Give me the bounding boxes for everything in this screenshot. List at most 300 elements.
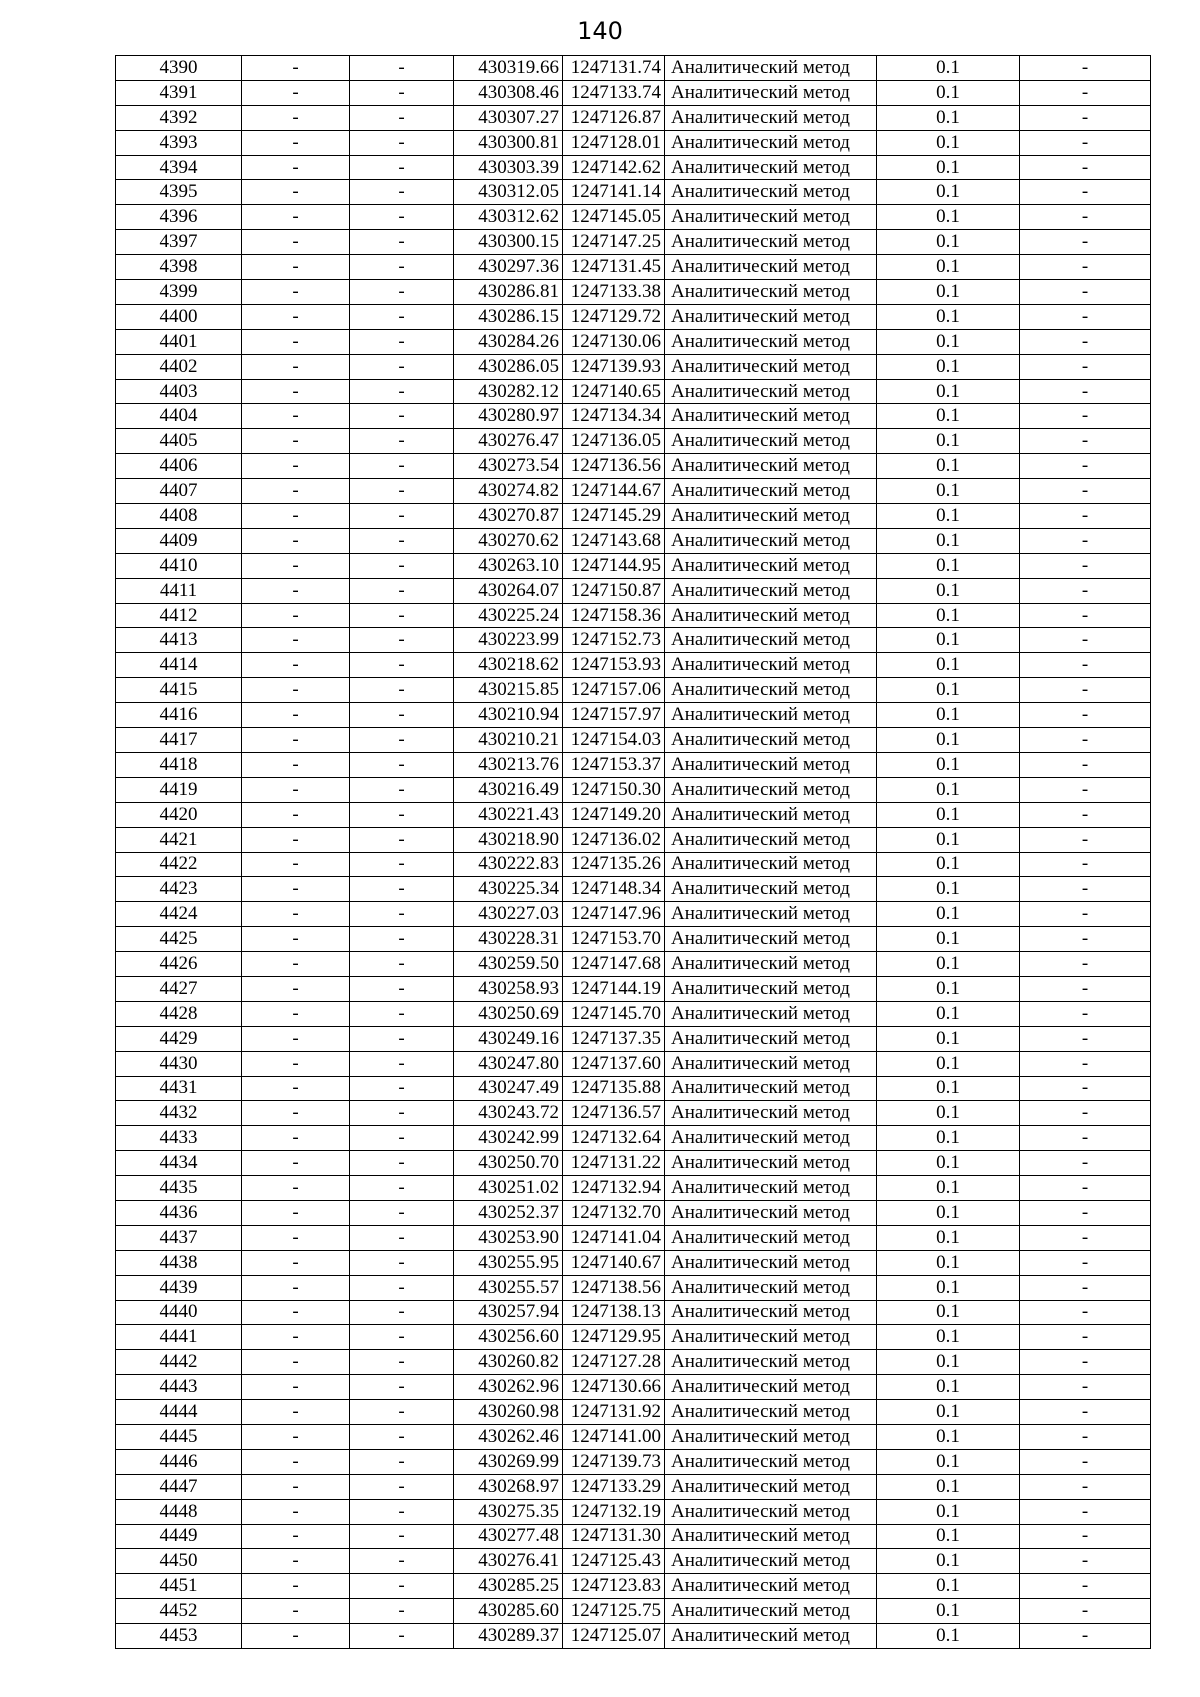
coord-y-cell: 1247135.88 bbox=[563, 1076, 665, 1101]
accuracy-cell: 0.1 bbox=[877, 1051, 1020, 1076]
empty-col-3-cell: - bbox=[1020, 1076, 1151, 1101]
accuracy-cell: 0.1 bbox=[877, 1001, 1020, 1026]
method-cell: Аналитический метод bbox=[665, 1200, 877, 1225]
table-row bbox=[116, 902, 1151, 927]
coord-x-cell: 430222.83 bbox=[454, 852, 563, 877]
method-cell: Аналитический метод bbox=[665, 230, 877, 255]
accuracy-cell: 0.1 bbox=[877, 479, 1020, 504]
point-number-cell: 4426 bbox=[116, 952, 242, 977]
coord-x-cell: 430268.97 bbox=[454, 1474, 563, 1499]
coord-y-cell: 1247145.29 bbox=[563, 504, 665, 529]
method-cell: Аналитический метод bbox=[665, 1250, 877, 1275]
empty-col-1-cell: - bbox=[242, 728, 350, 753]
point-number-cell: 4403 bbox=[116, 379, 242, 404]
point-number-cell: 4417 bbox=[116, 728, 242, 753]
accuracy-cell: 0.1 bbox=[877, 255, 1020, 280]
table-row bbox=[116, 105, 1151, 130]
table-row bbox=[116, 155, 1151, 180]
empty-col-2-cell: - bbox=[350, 1176, 454, 1201]
table-row bbox=[116, 1574, 1151, 1599]
method-cell: Аналитический метод bbox=[665, 354, 877, 379]
table-row bbox=[116, 329, 1151, 354]
coord-x-cell: 430255.95 bbox=[454, 1250, 563, 1275]
coord-y-cell: 1247140.65 bbox=[563, 379, 665, 404]
point-number-cell: 4407 bbox=[116, 479, 242, 504]
accuracy-cell: 0.1 bbox=[877, 1200, 1020, 1225]
method-cell: Аналитический метод bbox=[665, 1424, 877, 1449]
coord-y-cell: 1247147.96 bbox=[563, 902, 665, 927]
accuracy-cell: 0.1 bbox=[877, 1151, 1020, 1176]
empty-col-1-cell: - bbox=[242, 1624, 350, 1649]
point-number-cell: 4435 bbox=[116, 1176, 242, 1201]
empty-col-1-cell: - bbox=[242, 1400, 350, 1425]
empty-col-1-cell: - bbox=[242, 230, 350, 255]
point-number-cell: 4412 bbox=[116, 603, 242, 628]
empty-col-2-cell: - bbox=[350, 1424, 454, 1449]
table-row bbox=[116, 1400, 1151, 1425]
table-row bbox=[116, 255, 1151, 280]
table-row bbox=[116, 404, 1151, 429]
point-number-cell: 4397 bbox=[116, 230, 242, 255]
point-number-cell: 4413 bbox=[116, 628, 242, 653]
coord-y-cell: 1247148.34 bbox=[563, 877, 665, 902]
method-cell: Аналитический метод bbox=[665, 1001, 877, 1026]
empty-col-3-cell: - bbox=[1020, 1375, 1151, 1400]
empty-col-3-cell: - bbox=[1020, 1051, 1151, 1076]
empty-col-3-cell: - bbox=[1020, 728, 1151, 753]
coord-x-cell: 430262.46 bbox=[454, 1424, 563, 1449]
coord-x-cell: 430256.60 bbox=[454, 1325, 563, 1350]
point-number-cell: 4401 bbox=[116, 329, 242, 354]
coord-x-cell: 430264.07 bbox=[454, 578, 563, 603]
empty-col-3-cell: - bbox=[1020, 802, 1151, 827]
empty-col-2-cell: - bbox=[350, 728, 454, 753]
method-cell: Аналитический метод bbox=[665, 1051, 877, 1076]
point-number-cell: 4438 bbox=[116, 1250, 242, 1275]
empty-col-3-cell: - bbox=[1020, 155, 1151, 180]
empty-col-1-cell: - bbox=[242, 952, 350, 977]
coord-x-cell: 430216.49 bbox=[454, 777, 563, 802]
accuracy-cell: 0.1 bbox=[877, 1250, 1020, 1275]
method-cell: Аналитический метод bbox=[665, 703, 877, 728]
empty-col-3-cell: - bbox=[1020, 678, 1151, 703]
point-number-cell: 4415 bbox=[116, 678, 242, 703]
accuracy-cell: 0.1 bbox=[877, 1524, 1020, 1549]
coord-x-cell: 430274.82 bbox=[454, 479, 563, 504]
coord-x-cell: 430308.46 bbox=[454, 80, 563, 105]
coord-x-cell: 430250.70 bbox=[454, 1151, 563, 1176]
empty-col-2-cell: - bbox=[350, 1624, 454, 1649]
empty-col-2-cell: - bbox=[350, 827, 454, 852]
table-row bbox=[116, 1424, 1151, 1449]
accuracy-cell: 0.1 bbox=[877, 504, 1020, 529]
empty-col-1-cell: - bbox=[242, 653, 350, 678]
empty-col-3-cell: - bbox=[1020, 105, 1151, 130]
coord-x-cell: 430270.87 bbox=[454, 504, 563, 529]
accuracy-cell: 0.1 bbox=[877, 553, 1020, 578]
coord-x-cell: 430225.34 bbox=[454, 877, 563, 902]
empty-col-1-cell: - bbox=[242, 628, 350, 653]
empty-col-1-cell: - bbox=[242, 578, 350, 603]
accuracy-cell: 0.1 bbox=[877, 902, 1020, 927]
coord-x-cell: 430285.60 bbox=[454, 1599, 563, 1624]
empty-col-1-cell: - bbox=[242, 1126, 350, 1151]
empty-col-3-cell: - bbox=[1020, 404, 1151, 429]
empty-col-1-cell: - bbox=[242, 603, 350, 628]
empty-col-2-cell: - bbox=[350, 1051, 454, 1076]
accuracy-cell: 0.1 bbox=[877, 329, 1020, 354]
table-row bbox=[116, 230, 1151, 255]
method-cell: Аналитический метод bbox=[665, 1400, 877, 1425]
point-number-cell: 4414 bbox=[116, 653, 242, 678]
empty-col-2-cell: - bbox=[350, 976, 454, 1001]
empty-col-2-cell: - bbox=[350, 354, 454, 379]
accuracy-cell: 0.1 bbox=[877, 1624, 1020, 1649]
empty-col-1-cell: - bbox=[242, 280, 350, 305]
point-number-cell: 4423 bbox=[116, 877, 242, 902]
empty-col-2-cell: - bbox=[350, 1375, 454, 1400]
method-cell: Аналитический метод bbox=[665, 1474, 877, 1499]
empty-col-3-cell: - bbox=[1020, 1524, 1151, 1549]
coord-y-cell: 1247138.56 bbox=[563, 1275, 665, 1300]
empty-col-1-cell: - bbox=[242, 802, 350, 827]
empty-col-3-cell: - bbox=[1020, 1449, 1151, 1474]
method-cell: Аналитический метод bbox=[665, 1350, 877, 1375]
coord-x-cell: 430260.82 bbox=[454, 1350, 563, 1375]
empty-col-1-cell: - bbox=[242, 1250, 350, 1275]
coord-y-cell: 1247136.56 bbox=[563, 454, 665, 479]
empty-col-2-cell: - bbox=[350, 504, 454, 529]
coord-y-cell: 1247131.30 bbox=[563, 1524, 665, 1549]
coord-y-cell: 1247147.25 bbox=[563, 230, 665, 255]
point-number-cell: 4442 bbox=[116, 1350, 242, 1375]
accuracy-cell: 0.1 bbox=[877, 1126, 1020, 1151]
coord-x-cell: 430312.05 bbox=[454, 180, 563, 205]
empty-col-1-cell: - bbox=[242, 304, 350, 329]
method-cell: Аналитический метод bbox=[665, 1126, 877, 1151]
point-number-cell: 4422 bbox=[116, 852, 242, 877]
point-number-cell: 4402 bbox=[116, 354, 242, 379]
table-row bbox=[116, 703, 1151, 728]
coord-x-cell: 430242.99 bbox=[454, 1126, 563, 1151]
method-cell: Аналитический метод bbox=[665, 1375, 877, 1400]
coord-x-cell: 430249.16 bbox=[454, 1026, 563, 1051]
empty-col-3-cell: - bbox=[1020, 628, 1151, 653]
accuracy-cell: 0.1 bbox=[877, 1424, 1020, 1449]
point-number-cell: 4448 bbox=[116, 1499, 242, 1524]
point-number-cell: 4450 bbox=[116, 1549, 242, 1574]
accuracy-cell: 0.1 bbox=[877, 603, 1020, 628]
coord-y-cell: 1247147.68 bbox=[563, 952, 665, 977]
coord-y-cell: 1247133.74 bbox=[563, 80, 665, 105]
method-cell: Аналитический метод bbox=[665, 852, 877, 877]
empty-col-3-cell: - bbox=[1020, 927, 1151, 952]
point-number-cell: 4394 bbox=[116, 155, 242, 180]
empty-col-3-cell: - bbox=[1020, 1200, 1151, 1225]
empty-col-3-cell: - bbox=[1020, 1474, 1151, 1499]
empty-col-1-cell: - bbox=[242, 1350, 350, 1375]
table-row bbox=[116, 1275, 1151, 1300]
empty-col-2-cell: - bbox=[350, 280, 454, 305]
table-row bbox=[116, 802, 1151, 827]
empty-col-1-cell: - bbox=[242, 504, 350, 529]
point-number-cell: 4434 bbox=[116, 1151, 242, 1176]
empty-col-2-cell: - bbox=[350, 205, 454, 230]
coord-x-cell: 430247.80 bbox=[454, 1051, 563, 1076]
point-number-cell: 4416 bbox=[116, 703, 242, 728]
method-cell: Аналитический метод bbox=[665, 1325, 877, 1350]
coord-y-cell: 1247145.70 bbox=[563, 1001, 665, 1026]
accuracy-cell: 0.1 bbox=[877, 1574, 1020, 1599]
coord-y-cell: 1247128.01 bbox=[563, 130, 665, 155]
empty-col-1-cell: - bbox=[242, 1225, 350, 1250]
coord-y-cell: 1247130.06 bbox=[563, 329, 665, 354]
empty-col-1-cell: - bbox=[242, 1076, 350, 1101]
coord-x-cell: 430303.39 bbox=[454, 155, 563, 180]
coord-y-cell: 1247135.26 bbox=[563, 852, 665, 877]
empty-col-1-cell: - bbox=[242, 255, 350, 280]
empty-col-1-cell: - bbox=[242, 205, 350, 230]
empty-col-2-cell: - bbox=[350, 56, 454, 81]
empty-col-1-cell: - bbox=[242, 1574, 350, 1599]
method-cell: Аналитический метод bbox=[665, 653, 877, 678]
empty-col-2-cell: - bbox=[350, 927, 454, 952]
coord-x-cell: 430282.12 bbox=[454, 379, 563, 404]
accuracy-cell: 0.1 bbox=[877, 404, 1020, 429]
empty-col-1-cell: - bbox=[242, 1200, 350, 1225]
empty-col-2-cell: - bbox=[350, 255, 454, 280]
method-cell: Аналитический метод bbox=[665, 802, 877, 827]
table-row bbox=[116, 429, 1151, 454]
method-cell: Аналитический метод bbox=[665, 1176, 877, 1201]
coord-x-cell: 430289.37 bbox=[454, 1624, 563, 1649]
empty-col-3-cell: - bbox=[1020, 80, 1151, 105]
coord-x-cell: 430297.36 bbox=[454, 255, 563, 280]
empty-col-2-cell: - bbox=[350, 1076, 454, 1101]
point-number-cell: 4425 bbox=[116, 927, 242, 952]
empty-col-3-cell: - bbox=[1020, 454, 1151, 479]
coord-x-cell: 430276.47 bbox=[454, 429, 563, 454]
empty-col-1-cell: - bbox=[242, 877, 350, 902]
method-cell: Аналитический метод bbox=[665, 628, 877, 653]
method-cell: Аналитический метод bbox=[665, 1499, 877, 1524]
coord-y-cell: 1247153.93 bbox=[563, 653, 665, 678]
empty-col-2-cell: - bbox=[350, 678, 454, 703]
point-number-cell: 4418 bbox=[116, 752, 242, 777]
table-row bbox=[116, 1499, 1151, 1524]
method-cell: Аналитический метод bbox=[665, 1624, 877, 1649]
coord-y-cell: 1247131.74 bbox=[563, 56, 665, 81]
empty-col-2-cell: - bbox=[350, 703, 454, 728]
empty-col-3-cell: - bbox=[1020, 752, 1151, 777]
empty-col-1-cell: - bbox=[242, 1499, 350, 1524]
accuracy-cell: 0.1 bbox=[877, 952, 1020, 977]
empty-col-1-cell: - bbox=[242, 429, 350, 454]
coord-x-cell: 430210.21 bbox=[454, 728, 563, 753]
empty-col-3-cell: - bbox=[1020, 354, 1151, 379]
method-cell: Аналитический метод bbox=[665, 329, 877, 354]
empty-col-1-cell: - bbox=[242, 105, 350, 130]
coord-y-cell: 1247153.70 bbox=[563, 927, 665, 952]
table-row bbox=[116, 130, 1151, 155]
table-row bbox=[116, 976, 1151, 1001]
accuracy-cell: 0.1 bbox=[877, 280, 1020, 305]
coord-x-cell: 430259.50 bbox=[454, 952, 563, 977]
method-cell: Аналитический метод bbox=[665, 777, 877, 802]
empty-col-2-cell: - bbox=[350, 777, 454, 802]
point-number-cell: 4432 bbox=[116, 1101, 242, 1126]
point-number-cell: 4451 bbox=[116, 1574, 242, 1599]
point-number-cell: 4424 bbox=[116, 902, 242, 927]
coord-y-cell: 1247145.05 bbox=[563, 205, 665, 230]
table-row bbox=[116, 1375, 1151, 1400]
empty-col-3-cell: - bbox=[1020, 553, 1151, 578]
coord-y-cell: 1247132.64 bbox=[563, 1126, 665, 1151]
empty-col-2-cell: - bbox=[350, 1400, 454, 1425]
empty-col-3-cell: - bbox=[1020, 952, 1151, 977]
empty-col-2-cell: - bbox=[350, 553, 454, 578]
empty-col-3-cell: - bbox=[1020, 528, 1151, 553]
empty-col-2-cell: - bbox=[350, 1549, 454, 1574]
point-number-cell: 4440 bbox=[116, 1300, 242, 1325]
accuracy-cell: 0.1 bbox=[877, 703, 1020, 728]
empty-col-3-cell: - bbox=[1020, 1400, 1151, 1425]
method-cell: Аналитический метод bbox=[665, 155, 877, 180]
empty-col-1-cell: - bbox=[242, 1325, 350, 1350]
coord-y-cell: 1247153.37 bbox=[563, 752, 665, 777]
coord-y-cell: 1247136.57 bbox=[563, 1101, 665, 1126]
empty-col-1-cell: - bbox=[242, 678, 350, 703]
coord-y-cell: 1247158.36 bbox=[563, 603, 665, 628]
method-cell: Аналитический метод bbox=[665, 80, 877, 105]
coord-y-cell: 1247140.67 bbox=[563, 1250, 665, 1275]
method-cell: Аналитический метод bbox=[665, 528, 877, 553]
empty-col-2-cell: - bbox=[350, 1250, 454, 1275]
table-row bbox=[116, 504, 1151, 529]
coord-y-cell: 1247144.67 bbox=[563, 479, 665, 504]
coord-y-cell: 1247144.95 bbox=[563, 553, 665, 578]
point-number-cell: 4446 bbox=[116, 1449, 242, 1474]
method-cell: Аналитический метод bbox=[665, 877, 877, 902]
accuracy-cell: 0.1 bbox=[877, 105, 1020, 130]
accuracy-cell: 0.1 bbox=[877, 429, 1020, 454]
coord-y-cell: 1247133.38 bbox=[563, 280, 665, 305]
accuracy-cell: 0.1 bbox=[877, 777, 1020, 802]
coord-x-cell: 430228.31 bbox=[454, 927, 563, 952]
coord-y-cell: 1247157.06 bbox=[563, 678, 665, 703]
coord-y-cell: 1247149.20 bbox=[563, 802, 665, 827]
table-row bbox=[116, 1474, 1151, 1499]
method-cell: Аналитический метод bbox=[665, 304, 877, 329]
point-number-cell: 4393 bbox=[116, 130, 242, 155]
coord-x-cell: 430221.43 bbox=[454, 802, 563, 827]
table-row bbox=[116, 678, 1151, 703]
empty-col-2-cell: - bbox=[350, 130, 454, 155]
accuracy-cell: 0.1 bbox=[877, 80, 1020, 105]
table-row bbox=[116, 952, 1151, 977]
empty-col-3-cell: - bbox=[1020, 1300, 1151, 1325]
empty-col-1-cell: - bbox=[242, 1151, 350, 1176]
empty-col-3-cell: - bbox=[1020, 852, 1151, 877]
empty-col-2-cell: - bbox=[350, 1101, 454, 1126]
method-cell: Аналитический метод bbox=[665, 1574, 877, 1599]
empty-col-3-cell: - bbox=[1020, 379, 1151, 404]
empty-col-3-cell: - bbox=[1020, 304, 1151, 329]
point-number-cell: 4420 bbox=[116, 802, 242, 827]
point-number-cell: 4409 bbox=[116, 528, 242, 553]
point-number-cell: 4444 bbox=[116, 1400, 242, 1425]
empty-col-3-cell: - bbox=[1020, 1250, 1151, 1275]
point-number-cell: 4428 bbox=[116, 1001, 242, 1026]
point-number-cell: 4445 bbox=[116, 1424, 242, 1449]
accuracy-cell: 0.1 bbox=[877, 230, 1020, 255]
point-number-cell: 4404 bbox=[116, 404, 242, 429]
table-row bbox=[116, 1026, 1151, 1051]
method-cell: Аналитический метод bbox=[665, 976, 877, 1001]
point-number-cell: 4410 bbox=[116, 553, 242, 578]
empty-col-3-cell: - bbox=[1020, 1176, 1151, 1201]
empty-col-2-cell: - bbox=[350, 1300, 454, 1325]
accuracy-cell: 0.1 bbox=[877, 130, 1020, 155]
accuracy-cell: 0.1 bbox=[877, 1599, 1020, 1624]
empty-col-2-cell: - bbox=[350, 1275, 454, 1300]
table-row bbox=[116, 1001, 1151, 1026]
empty-col-2-cell: - bbox=[350, 1499, 454, 1524]
empty-col-1-cell: - bbox=[242, 1051, 350, 1076]
coord-y-cell: 1247129.72 bbox=[563, 304, 665, 329]
empty-col-2-cell: - bbox=[350, 877, 454, 902]
method-cell: Аналитический метод bbox=[665, 1076, 877, 1101]
coord-y-cell: 1247132.94 bbox=[563, 1176, 665, 1201]
coord-x-cell: 430250.69 bbox=[454, 1001, 563, 1026]
method-cell: Аналитический метод bbox=[665, 130, 877, 155]
table-row bbox=[116, 1101, 1151, 1126]
coord-y-cell: 1247139.73 bbox=[563, 1449, 665, 1474]
coord-y-cell: 1247150.30 bbox=[563, 777, 665, 802]
accuracy-cell: 0.1 bbox=[877, 155, 1020, 180]
point-number-cell: 4433 bbox=[116, 1126, 242, 1151]
method-cell: Аналитический метод bbox=[665, 1151, 877, 1176]
empty-col-1-cell: - bbox=[242, 1549, 350, 1574]
table-row bbox=[116, 728, 1151, 753]
coord-x-cell: 430218.62 bbox=[454, 653, 563, 678]
table-row bbox=[116, 1076, 1151, 1101]
accuracy-cell: 0.1 bbox=[877, 628, 1020, 653]
table-row bbox=[116, 1524, 1151, 1549]
table-row bbox=[116, 1176, 1151, 1201]
accuracy-cell: 0.1 bbox=[877, 205, 1020, 230]
coord-x-cell: 430225.24 bbox=[454, 603, 563, 628]
method-cell: Аналитический метод bbox=[665, 827, 877, 852]
empty-col-1-cell: - bbox=[242, 1524, 350, 1549]
empty-col-3-cell: - bbox=[1020, 230, 1151, 255]
accuracy-cell: 0.1 bbox=[877, 578, 1020, 603]
coord-x-cell: 430247.49 bbox=[454, 1076, 563, 1101]
coord-y-cell: 1247125.75 bbox=[563, 1599, 665, 1624]
empty-col-1-cell: - bbox=[242, 479, 350, 504]
empty-col-3-cell: - bbox=[1020, 1350, 1151, 1375]
coord-x-cell: 430286.05 bbox=[454, 354, 563, 379]
accuracy-cell: 0.1 bbox=[877, 1474, 1020, 1499]
accuracy-cell: 0.1 bbox=[877, 927, 1020, 952]
empty-col-3-cell: - bbox=[1020, 902, 1151, 927]
method-cell: Аналитический метод bbox=[665, 603, 877, 628]
accuracy-cell: 0.1 bbox=[877, 1101, 1020, 1126]
coord-x-cell: 430276.41 bbox=[454, 1549, 563, 1574]
empty-col-2-cell: - bbox=[350, 1026, 454, 1051]
table-row bbox=[116, 877, 1151, 902]
accuracy-cell: 0.1 bbox=[877, 802, 1020, 827]
